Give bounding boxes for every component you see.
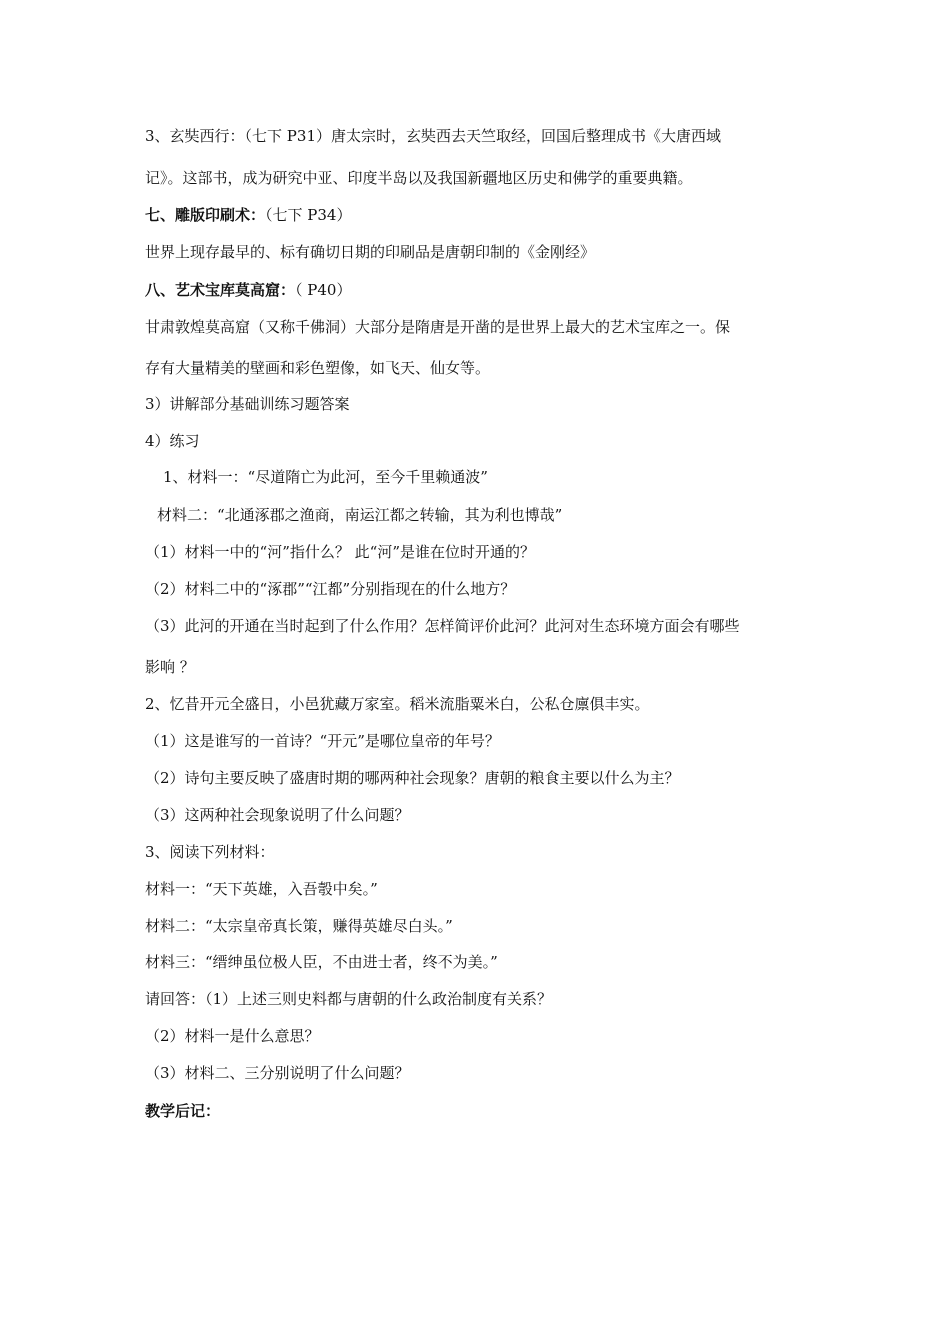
heading-woodblock-printing-ref: （七下 P34） (265, 206, 352, 224)
heading-woodblock-printing (145, 205, 815, 225)
exercise-3-question-2: （2）材料一是什么意思？ (145, 1027, 320, 1045)
exercise-2-question-1: （1）这是谁写的一首诗？“开元”是哪位皇帝的年号？ (145, 732, 500, 750)
heading-mogao-caves-title: 八、艺术宝库莫高窟： (145, 281, 296, 299)
step-4-practice: 4）练习 (145, 432, 200, 450)
paragraph-mogao-line2: 存有大量精美的壁画和彩色塑像，如飞天、仙女等。 (145, 359, 491, 377)
exercise-1-material-2: 材料二：“北通涿郡之渔商，南运江都之转输，其为利也博哉” (157, 506, 563, 524)
exercise-2-poem: 2、忆昔开元全盛日，小邑犹藏万家室。稻米流脂粟米白，公私仓廪俱丰实。 (145, 695, 650, 713)
exercise-3-question-1: 请回答：（1）上述三则史料都与唐朝的什么政治制度有关系？ (145, 990, 553, 1008)
exercise-3-material-2: 材料二：“太宗皇帝真长策，赚得英雄尽白头。” (145, 917, 453, 935)
exercise-1-question-3-line1: （3）此河的开通在当时起到了什么作用？怎样简评价此河？此河对生态环境方面会有哪些 (145, 617, 740, 635)
paragraph-mogao-line1: 甘肃敦煌莫高窟（又称千佛洞）大部分是隋唐是开凿的是世界上最大的艺术宝库之一。保 (145, 318, 731, 336)
exercise-1-material-1: 1、材料一：“尽道隋亡为此河，至今千里赖通波” (163, 468, 488, 486)
exercise-3-material-1: 材料一：“天下英雄，入吾彀中矣。” (145, 880, 378, 898)
exercise-1-question-1: （1）材料一中的“河”指什么？ 此“河”是谁在位时开通的？ (145, 543, 535, 561)
exercise-3-question-3: （3）材料二、三分别说明了什么问题？ (145, 1064, 410, 1082)
exercise-3-prompt: 3、阅读下列材料： (145, 843, 275, 861)
teaching-afterword-heading: 教学后记： (145, 1102, 221, 1120)
exercise-1-question-3-line2: 影响 ？ (145, 658, 195, 676)
paragraph-xuanzang-line2: 记》。这部书，成为研究中亚、印度半岛以及我国新疆地区历史和佛学的重要典籍。 (145, 169, 693, 187)
exercise-2-question-2: （2）诗句主要反映了盛唐时期的哪两种社会现象？唐朝的粮食主要以什么为主？ (145, 769, 680, 787)
paragraph-xuanzang-line1: 3、玄奘西行：（七下 P31）唐太宗时，玄奘西去天竺取经，回国后整理成书《大唐西域 (145, 127, 721, 145)
paragraph-diamond-sutra: 世界上现存最早的、标有确切日期的印刷品是唐朝印制的《金刚经》 (145, 243, 596, 261)
exercise-2-question-3: （3）这两种社会现象说明了什么问题？ (145, 806, 410, 824)
heading-mogao-caves (145, 280, 815, 300)
step-3-explain-answers: 3）讲解部分基础训练习题答案 (145, 395, 350, 413)
exercise-1-question-2: （2）材料二中的“涿郡”“江都”分别指现在的什么地方？ (145, 580, 516, 598)
exercise-3-material-3: 材料三：“缙绅虽位极人臣，不由进士者，终不为美。” (145, 953, 498, 971)
heading-woodblock-printing-title: 七、雕版印刷术： (145, 206, 266, 224)
heading-mogao-caves-ref: （ P40） (295, 281, 352, 299)
